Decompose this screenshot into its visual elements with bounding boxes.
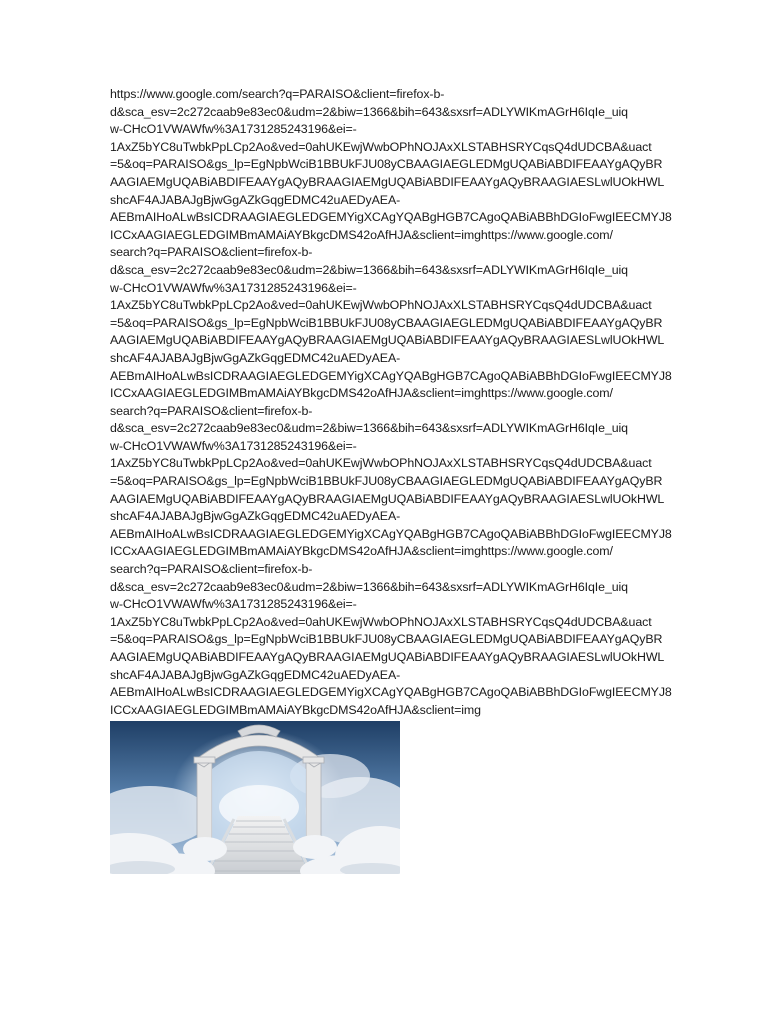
url-text-line: ICCxAAGIAEGLEDGIMBmAMAiAYBkgcDMS42oAfHJA&sclient=imghttps://www.google.com/ [110, 227, 613, 242]
heaven-gate-image [110, 721, 400, 874]
url-text-line: search?q=PARAISO&client=firefox-b- [110, 562, 313, 577]
url-text-line: AAGIAEMgUQABiABDIFEAAYgAQyBRAAGIAEMgUQABiABDIFEAAYgAQyBRAAGIAESLwlUOkHWL [110, 174, 665, 189]
url-text-line: AAGIAEMgUQABiABDIFEAAYgAQyBRAAGIAEMgUQABiABDIFEAAYgAQyBRAAGIAESLwlUOkHWL [110, 333, 665, 348]
url-text-line: search?q=PARAISO&client=firefox-b- [110, 403, 313, 418]
url-text-line: search?q=PARAISO&client=firefox-b- [110, 245, 313, 260]
url-text-line: d&sca_esv=2c272caab9e83ec0&udm=2&biw=1366&bih=643&sxsrf=ADLYWIKmAGrH6IqIe_uiq [110, 421, 628, 436]
url-text-line: =5&oq=PARAISO&gs_lp=EgNpbWciB1BBUkFJU08yCBAAGIAEGLEDMgUQABiABDIFEAAYgAQyBR [110, 315, 663, 330]
url-text-line: AEBmAIHoALwBsICDRAAGIAEGLEDGEMYigXCAgYQABgHGB7CAgoQABiABBhDGIoFwgIEECMYJ8 [110, 685, 672, 700]
url-text-line: shcAF4AJABAJgBjwGgAZkGqgEDMC42uAEDyAEA- [110, 509, 401, 524]
url-text-line: =5&oq=PARAISO&gs_lp=EgNpbWciB1BBUkFJU08yCBAAGIAEGLEDMgUQABiABDIFEAAYgAQyBR [110, 474, 663, 489]
url-text-line: AAGIAEMgUQABiABDIFEAAYgAQyBRAAGIAEMgUQABiABDIFEAAYgAQyBRAAGIAESLwlUOkHWL [110, 650, 665, 664]
url-text-line: d&sca_esv=2c272caab9e83ec0&udm=2&biw=1366&bih=643&sxsrf=ADLYWIKmAGrH6IqIe_uiq [110, 104, 628, 119]
url-text-line: w-CHcO1VWAWfw%3A1731285243196&ei=- [110, 122, 357, 137]
url-text-line: https://www.google.com/search?q=PARAISO&client=firefox-b- [110, 87, 445, 101]
heaven-gate-illustration [110, 721, 400, 874]
url-text-line: 1AxZ5bYC8uTwbkPpLCp2Ao&ved=0ahUKEwjWwbOPhNOJAxXLSTABHSRYCqsQ4dUDCBA&uact [110, 298, 652, 313]
url-text-line: w-CHcO1VWAWfw%3A1731285243196&ei=- [110, 597, 357, 612]
url-text-line: ICCxAAGIAEGLEDGIMBmAMAiAYBkgcDMS42oAfHJA&sclient=imghttps://www.google.com/ [110, 544, 613, 559]
url-text-line: 1AxZ5bYC8uTwbkPpLCp2Ao&ved=0ahUKEwjWwbOPhNOJAxXLSTABHSRYCqsQ4dUDCBA&uact [110, 456, 652, 471]
url-text-line: AEBmAIHoALwBsICDRAAGIAEGLEDGEMYigXCAgYQABgHGB7CAgoQABiABBhDGIoFwgIEECMYJ8 [110, 210, 672, 225]
url-text-line: d&sca_esv=2c272caab9e83ec0&udm=2&biw=1366&bih=643&sxsrf=ADLYWIKmAGrH6IqIe_uiq [110, 262, 628, 277]
url-text-line: AEBmAIHoALwBsICDRAAGIAEGLEDGEMYigXCAgYQABgHGB7CAgoQABiABBhDGIoFwgIEECMYJ8 [110, 368, 672, 383]
url-text-line: 1AxZ5bYC8uTwbkPpLCp2Ao&ved=0ahUKEwjWwbOPhNOJAxXLSTABHSRYCqsQ4dUDCBA&uact [110, 614, 652, 629]
url-text-line: shcAF4AJABAJgBjwGgAZkGqgEDMC42uAEDyAEA- [110, 350, 401, 365]
url-text-line: w-CHcO1VWAWfw%3A1731285243196&ei=- [110, 280, 357, 295]
url-text-line: =5&oq=PARAISO&gs_lp=EgNpbWciB1BBUkFJU08yCBAAGIAEGLEDMgUQABiABDIFEAAYgAQyBR [110, 157, 663, 172]
url-text-block [110, 86, 672, 719]
url-text-line: AAGIAEMgUQABiABDIFEAAYgAQyBRAAGIAEMgUQABiABDIFEAAYgAQyBRAAGIAESLwlUOkHWL [110, 491, 665, 506]
url-text-line: shcAF4AJABAJgBjwGgAZkGqgEDMC42uAEDyAEA- [110, 192, 401, 207]
url-text-line: AEBmAIHoALwBsICDRAAGIAEGLEDGEMYigXCAgYQABgHGB7CAgoQABiABBhDGIoFwgIEECMYJ8 [110, 526, 672, 541]
url-text-line: =5&oq=PARAISO&gs_lp=EgNpbWciB1BBUkFJU08yCBAAGIAEGLEDMgUQABiABDIFEAAYgAQyBR [110, 632, 663, 647]
url-text-line: ICCxAAGIAEGLEDGIMBmAMAiAYBkgcDMS42oAfHJA&sclient=imghttps://www.google.com/ [110, 386, 613, 401]
url-text-line: shcAF4AJABAJgBjwGgAZkGqgEDMC42uAEDyAEA- [110, 667, 401, 682]
url-text-line: ICCxAAGIAEGLEDGIMBmAMAiAYBkgcDMS42oAfHJA&sclient=img [110, 702, 481, 717]
url-text-line: 1AxZ5bYC8uTwbkPpLCp2Ao&ved=0ahUKEwjWwbOPhNOJAxXLSTABHSRYCqsQ4dUDCBA&uact [110, 139, 652, 154]
url-text-line: d&sca_esv=2c272caab9e83ec0&udm=2&biw=1366&bih=643&sxsrf=ADLYWIKmAGrH6IqIe_uiq [110, 579, 628, 594]
url-text-line: w-CHcO1VWAWfw%3A1731285243196&ei=- [110, 438, 357, 453]
